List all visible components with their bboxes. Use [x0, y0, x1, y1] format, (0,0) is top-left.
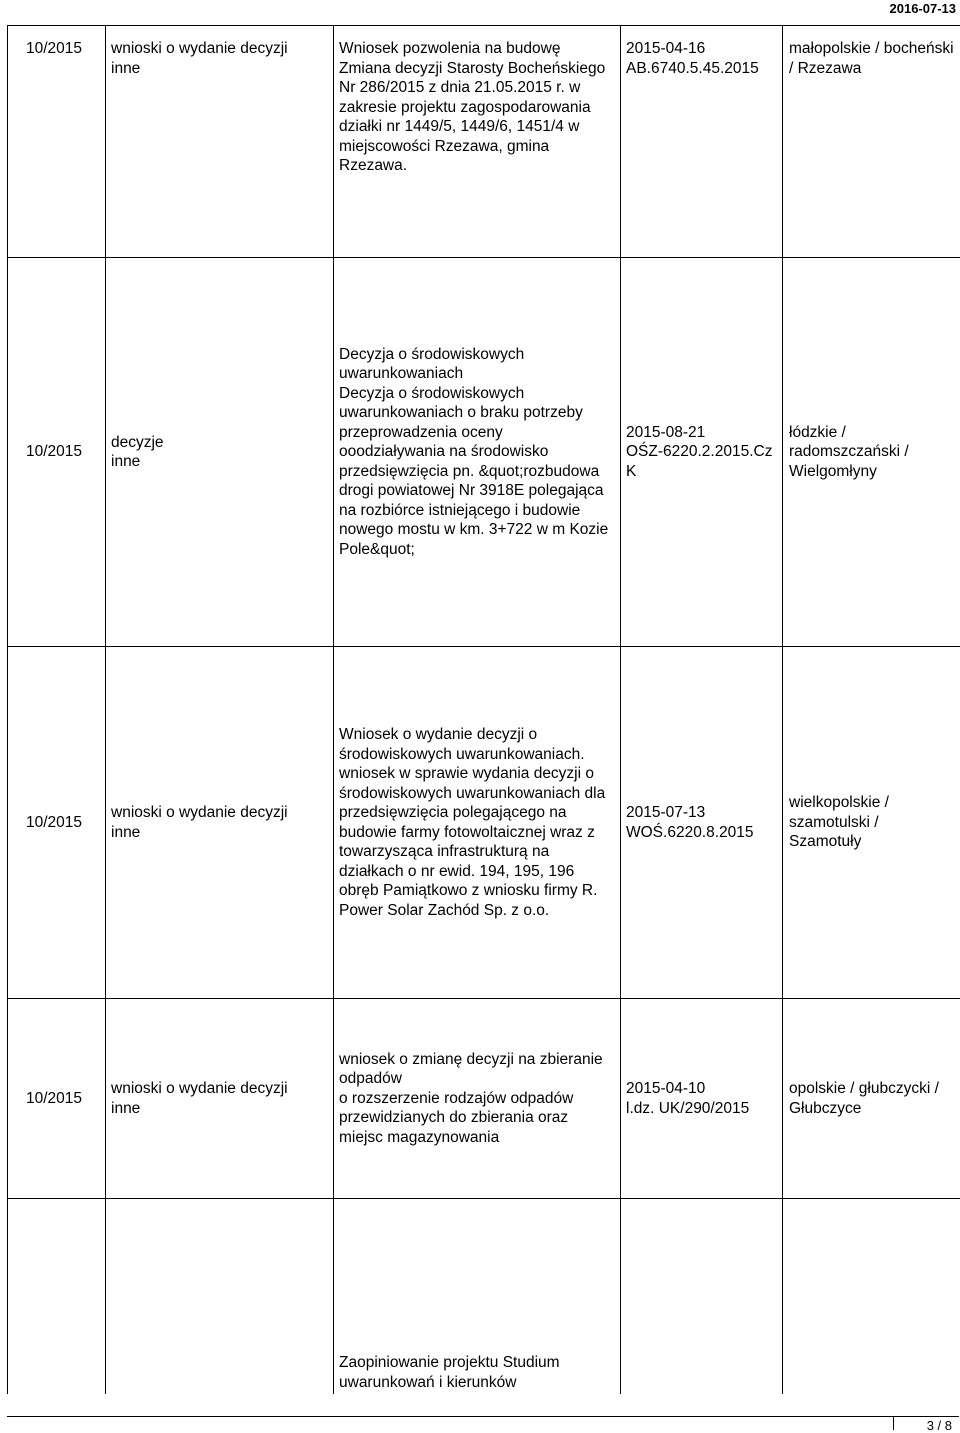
cell-description [334, 26, 621, 257]
cell-text-line: wnioski o wydanie decyzji [111, 804, 288, 821]
cell-text-line: uwarunkowań i kierunków [339, 1373, 517, 1391]
cell-text-line: 10/2015 [26, 1089, 83, 1107]
cell-text-line: Pole&quot; [339, 540, 415, 558]
cell-text-line: łódzkie / [789, 423, 846, 441]
cell-text-line: o rozszerzenie rodzajów odpadów [339, 1089, 574, 1107]
cell-text-line: nowego mostu w km. 3+722 w m Kozie [339, 521, 609, 539]
cell-text-line: wielkopolskie / [789, 794, 889, 812]
cell-text-line: przeprowadzenia oceny [339, 423, 503, 441]
table-row [8, 999, 960, 1199]
cell-text-line: środowiskowych uwarunkowaniach dla [339, 784, 606, 802]
cell-text-line: 2015-04-10 [626, 1080, 706, 1097]
cell-category [106, 647, 334, 998]
cell-text-line: budowie farmy fotowoltaicznej wraz z [339, 823, 595, 841]
cell-text-line: Głubczyce [789, 1099, 862, 1117]
footer-divider [7, 1416, 959, 1417]
cell-text-line: Szamotuły [789, 833, 862, 851]
cell-text-line: obręb Pamiątkowo z wniosku firmy R. [339, 882, 598, 899]
cell-text-line: opolskie / głubczycki / [789, 1080, 939, 1097]
cell-text-line: działki nr 1449/5, 1449/6, 1451/4 w [339, 118, 580, 135]
cell-text-line: środowiskowych uwarunkowaniach. [339, 745, 585, 763]
cell-text-line: 10/2015 [26, 443, 83, 461]
cell-location [783, 647, 960, 998]
cell-location [783, 258, 960, 646]
records-table [7, 25, 960, 1394]
cell-text-line: wnioski o wydanie decyzji [111, 1080, 288, 1097]
cell-description [334, 647, 621, 998]
cell-text-line: Rzezawa. [339, 157, 408, 174]
cell-text-line: działkach o nr ewid. 194, 195, 196 [339, 862, 575, 880]
cell-category [106, 26, 334, 257]
cell-text-line: towarzysząca infrastrukturą na [339, 843, 550, 860]
cell-text-line: miejsc magazynowania [339, 1128, 500, 1146]
cell-text-line: inne [111, 823, 141, 841]
footer-separator [893, 1416, 894, 1430]
cell-location [783, 26, 960, 257]
table-row [8, 258, 960, 647]
cell-date-signature [621, 647, 783, 998]
cell-description [334, 1199, 621, 1394]
cell-text-line: Wniosek o wydanie decyzji o [339, 726, 538, 743]
cell-location [783, 1199, 960, 1394]
cell-text-line: 2015-08-21 [626, 423, 706, 441]
cell-category [106, 999, 334, 1198]
cell-text-line: wniosek o zmianę decyzji na zbieranie [339, 1050, 603, 1068]
cell-period [8, 999, 106, 1198]
cell-text-line: inne [111, 453, 141, 470]
table-row [8, 26, 960, 258]
cell-text-line: 10/2015 [26, 813, 83, 831]
cell-period [8, 647, 106, 998]
cell-text-line: przewidzianych do zbierania oraz [339, 1109, 569, 1127]
cell-text-line: AB.6740.5.45.2015 [626, 59, 759, 77]
cell-text-line: OŚZ-6220.2.2015.Cz [626, 443, 773, 461]
cell-text-line: Decyzja o środowiskowych [339, 384, 525, 402]
cell-text-line: na rozbiórce istniejącego i budowie [339, 501, 581, 519]
cell-date-signature [621, 999, 783, 1198]
cell-text-line: drogi powiatowej Nr 3918E polegająca [339, 482, 604, 500]
cell-text-line: uwarunkowaniach [339, 365, 464, 383]
cell-description [334, 999, 621, 1198]
cell-date-signature [621, 26, 783, 257]
header-date: 2016-07-13 [889, 1, 956, 16]
cell-text-line: WOŚ.6220.8.2015 [626, 823, 754, 841]
cell-text-line: zakresie projektu zagospodarowania [339, 98, 591, 116]
cell-text-line: 2015-04-16 [626, 40, 706, 57]
cell-period [8, 258, 106, 646]
cell-text-line: K [626, 462, 637, 480]
cell-text-line: wnioski o wydanie decyzji [111, 40, 288, 57]
cell-location [783, 999, 960, 1198]
cell-text-line: Nr 286/2015 z dnia 21.05.2015 r. w [339, 79, 581, 96]
table-row [8, 1199, 960, 1394]
cell-text-line: przedsięwzięcia pn. &quot;rozbudowa [339, 462, 600, 480]
cell-text-line: odpadów [339, 1070, 402, 1088]
cell-text-line: 10/2015 [26, 40, 83, 57]
cell-text-line: inne [111, 1099, 141, 1117]
cell-text-line: miejscowości Rzezawa, gmina [339, 137, 550, 155]
table-row [8, 647, 960, 999]
cell-text-line: Decyzja o środowiskowych [339, 345, 525, 363]
cell-text-line: małopolskie / bocheński [789, 40, 954, 57]
cell-text-line: Power Solar Zachód Sp. z o.o. [339, 901, 550, 919]
cell-text-line: wniosek w sprawie wydania decyzji o [339, 765, 595, 782]
cell-text-line: l.dz. UK/290/2015 [626, 1099, 750, 1117]
cell-text-line: inne [111, 59, 141, 77]
cell-text-line: radomszczański / [789, 443, 909, 461]
cell-category [106, 1199, 334, 1394]
cell-date-signature [621, 258, 783, 646]
cell-text-line: Zmiana decyzji Starosty Bocheńskiego [339, 59, 606, 77]
cell-text-line: decyzje [111, 433, 164, 451]
cell-text-line: Zaopiniowanie projektu Studium [339, 1354, 560, 1371]
cell-text-line: uwarunkowaniach o braku potrzeby [339, 404, 583, 422]
cell-text-line: szamotulski / [789, 813, 879, 831]
cell-period [8, 26, 106, 257]
page-number: 3 / 8 [926, 1418, 952, 1433]
cell-category [106, 258, 334, 646]
cell-text-line: / Rzezawa [789, 59, 862, 77]
cell-period [8, 1199, 106, 1394]
cell-text-line: przedsięwzięcia polegającego na [339, 804, 567, 821]
cell-text-line: 2015-07-13 [626, 804, 706, 821]
cell-description [334, 258, 621, 646]
cell-text-line: ooodziaływania na środowisko [339, 443, 549, 461]
cell-date-signature [621, 1199, 783, 1394]
cell-text-line: Wniosek pozwolenia na budowę [339, 40, 561, 57]
cell-text-line: Wielgomłyny [789, 462, 877, 480]
